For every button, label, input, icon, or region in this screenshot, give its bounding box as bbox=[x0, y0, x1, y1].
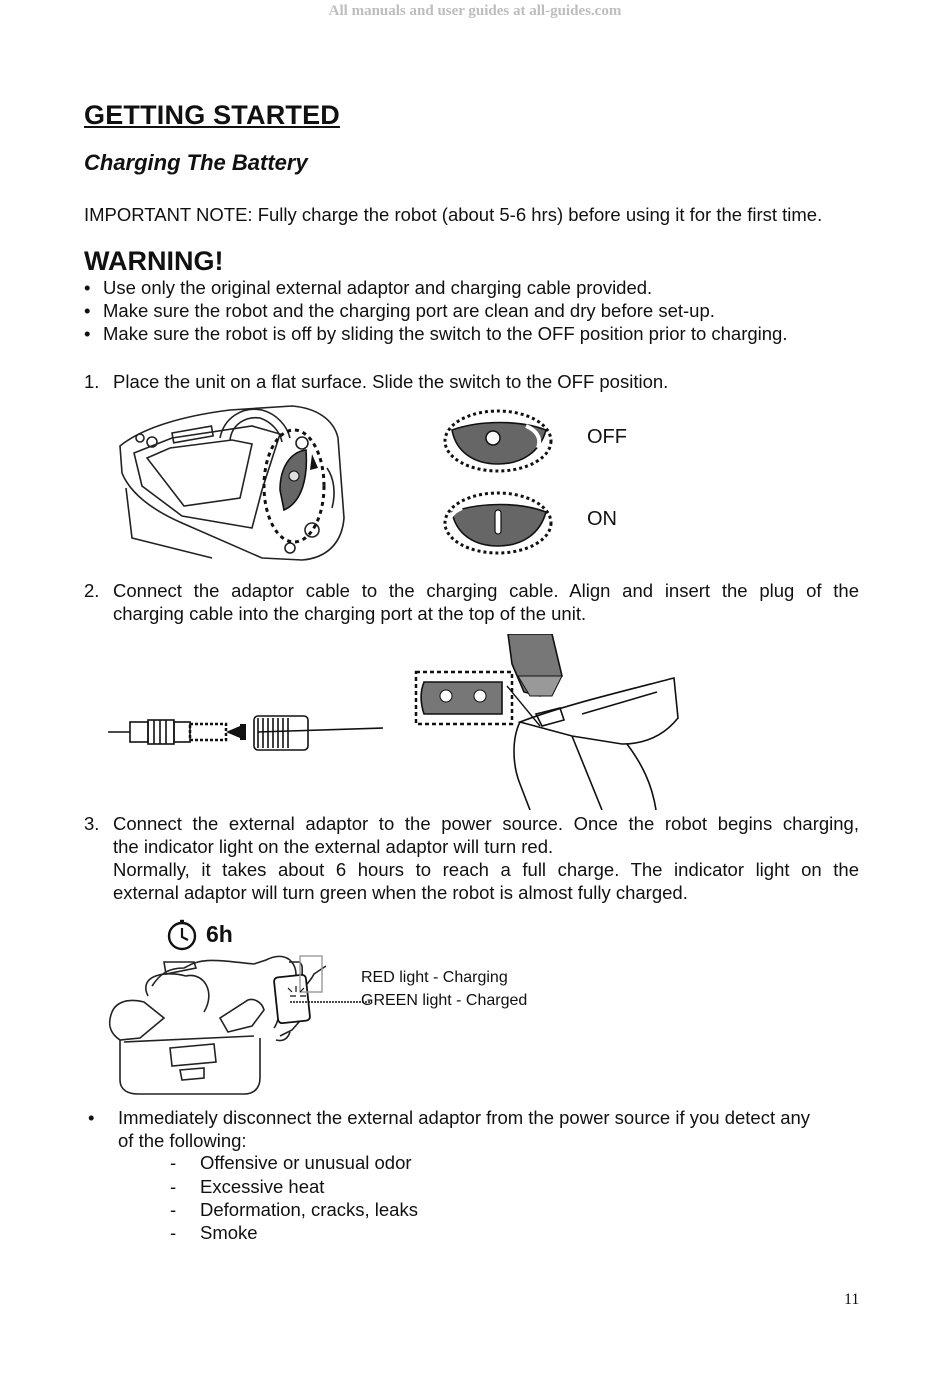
watermark: All manuals and user guides at all-guides.com bbox=[328, 3, 622, 19]
disconnect-intro: Immediately disconnect the external adaptor from the power source if you detect any bbox=[118, 1107, 811, 1128]
subsection-title: Charging The Battery bbox=[84, 150, 308, 175]
disconnect-item: - Offensive or unusual odor bbox=[170, 1152, 412, 1173]
switch-on-icon bbox=[440, 490, 556, 556]
disconnect-intro-cont: of the following: bbox=[118, 1130, 247, 1151]
robot-switch-illustration bbox=[112, 398, 352, 566]
disconnect-item: - Deformation, cracks, leaks bbox=[170, 1199, 418, 1220]
charge-time-label: 6h bbox=[206, 921, 233, 947]
warning-item: • Use only the original external adaptor and charging cable provided. bbox=[84, 277, 653, 298]
red-light-legend: RED light - Charging bbox=[361, 969, 508, 986]
step-number: 2. bbox=[84, 580, 100, 601]
step-number: 3. bbox=[84, 813, 100, 834]
step-3: 3. Connect the external adaptor to the power source. Once the robot begins charging, the indicator light on the external adaptor will turn red. Normally, it takes about 6 hours to reach a full charge. The indicator light on the external adaptor will turn green when the robot is almost fully charged. bbox=[84, 813, 859, 903]
robot-charging-illustration bbox=[104, 952, 370, 1098]
switch-off-label: OFF bbox=[587, 426, 627, 448]
disconnect-bullet-icon: • bbox=[88, 1107, 95, 1128]
switch-off-icon bbox=[440, 408, 556, 474]
clock-icon bbox=[166, 918, 200, 952]
green-light-legend: GREEN light - Charged bbox=[361, 992, 528, 1009]
warning-title: WARNING! bbox=[84, 246, 224, 276]
warning-item: • Make sure the robot and the charging port are clean and dry before set-up. bbox=[84, 300, 715, 321]
warning-item: • Make sure the robot is off by sliding the switch to the OFF position prior to charging. bbox=[84, 323, 788, 344]
important-note: IMPORTANT NOTE: Fully charge the robot (about 5-6 hrs) before using it for the first time. bbox=[84, 204, 823, 225]
section-title: GETTING STARTED bbox=[84, 100, 340, 130]
step-1: 1. Place the unit on a flat surface. Slide the switch to the OFF position. bbox=[84, 371, 669, 392]
charging-port-illustration bbox=[412, 634, 687, 810]
cable-connector-illustration bbox=[108, 710, 383, 760]
disconnect-item: - Smoke bbox=[170, 1222, 258, 1243]
step-number: 1. bbox=[84, 371, 100, 392]
page-number: 11 bbox=[844, 1291, 860, 1308]
switch-on-label: ON bbox=[587, 508, 617, 530]
step-2: 2. Connect the adaptor cable to the charging cable. Align and insert the plug of the charging cable into the charging port at the top of the unit. bbox=[84, 580, 859, 624]
disconnect-item: - Excessive heat bbox=[170, 1176, 325, 1197]
